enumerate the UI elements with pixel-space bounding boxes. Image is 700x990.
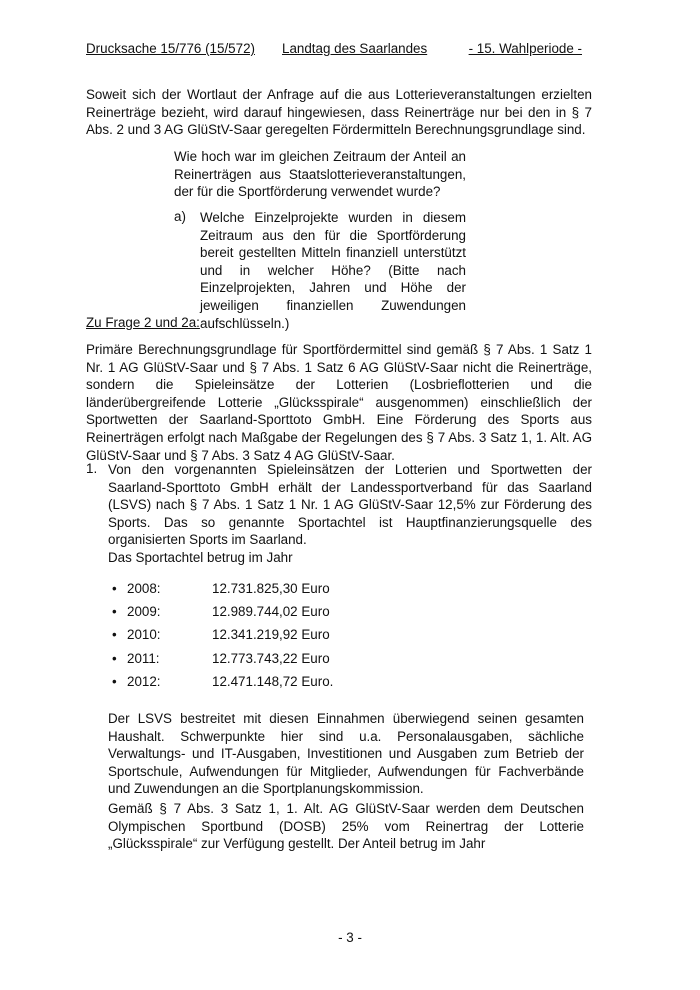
intro-paragraph: Soweit sich der Wortlaut der Anfrage auf die aus Lotterieveranstaltungen erzielten Reinerträge bezieht, wird darauf hingewiesen, dass Reinerträge nur bei den in § 7 Abs. 2 und 3 AG GlüStV-Saar geregelten Fördermitteln Berechnungsgrundlage sind. (86, 87, 592, 138)
item-1-label: 1. (86, 461, 98, 476)
year-label: 2009: (127, 604, 161, 620)
year-label: 2011: (127, 650, 160, 666)
year-label: 2012: (127, 673, 161, 689)
bullet-icon: • (112, 627, 117, 643)
answer-heading: Zu Frage 2 und 2a: (86, 315, 200, 330)
lsvs-paragraph: Der LSVS bestreitet mit diesen Einnahmen überwiegend seinen gesamten Haushalt. Schwerpunkte hier sind u.a. Personalausgaben, sächliche Verwaltungs- und IT-Ausgaben, Investitionen und Ausgaben zum Betrieb der Sportschule, Aufwendungen für Mitglieder, Aufwendungen für Fachverbände und Zuwendungen an die Sportplanungskommission. (108, 711, 584, 797)
dosb-paragraph: Gemäß § 7 Abs. 3 Satz 1, 1. Alt. AG GlüStV-Saar werden dem Deutschen Olympischen Sportbund (DOSB) 25% vom Reinertrag der Lotterie „Glücksspirale“ zur Verfügung gestellt. Der Anteil betrug im Jahr (108, 801, 584, 852)
bullet-icon: • (112, 673, 117, 689)
answer-paragraph: Primäre Berechnungsgrundlage für Sportfördermittel sind gemäß § 7 Abs. 1 Satz 1 Nr. 1 AG GlüStV-Saar und § 7 Abs. 1 Satz 6 AG GlüStV-Saar nicht die Reinerträge, sondern die Spieleinsätze der Lotterien (Losbrieflotterien und die länderübergreifende Lotterie „Glücksspirale“ ausgenommen) einschließlich der Sportwetten der Saarland-Sporttoto GmbH. Eine Förderung des Sports aus Reinerträgen erfolgt nach Maßgabe der Regelungen des § 7 Abs. 3 Satz 1, 1. Alt. AG GlüStV-Saar und § 7 Abs. 3 Satz 4 AG GlüStV-Saar. (86, 342, 592, 463)
sportachtel-intro: Das Sportachtel betrug im Jahr (108, 550, 293, 565)
amount-value: 12.471.148,72 Euro. (212, 673, 334, 689)
item-1-text: Von den vorgenannten Spieleinsätzen der Lotterien und Sportwetten der Saarland-Sporttoto GmbH erhält der Landessportverband für das Saarland (LSVS) nach § 7 Abs. 1 Satz 1 Nr. 1 AG GlüStV-Saar 12,5% zur Förderung des Sports. Das so genannte Sportachtel ist Hauptfinanzierungsquelle des organisierten Sports im Saarland. (108, 462, 592, 548)
bullet-icon: • (112, 650, 117, 666)
header-drucksache: Drucksache 15/776 (15/572) (86, 41, 255, 56)
question-2a: Welche Einzelprojekte wurden in diesem Zeitraum aus den für die Sportförderung bereit gestellten Mitteln finanziell unterstützt und in welcher Höhe? (Bitte nach Einzelprojekten, Jahren und Höhe der jeweiligen finanziellen Zuwendungen aufschlüsseln.) (200, 210, 466, 331)
bullet-icon: • (112, 604, 117, 620)
amount-value: 12.341.219,92 Euro (212, 627, 330, 643)
bullet-icon: • (112, 581, 117, 596)
year-label: 2008: (127, 581, 161, 596)
question-2a-label: a) (174, 209, 186, 224)
question-2: Wie hoch war im gleichen Zeitraum der Anteil an Reinerträgen aus Staatslotterieveranstaltungen, der für die Sportförderung verwendet wurde? (174, 149, 466, 200)
page-header (86, 40, 586, 58)
page-number: - 3 - (338, 930, 362, 945)
header-wahlperiode: - 15. Wahlperiode - (468, 41, 582, 56)
amount-value: 12.731.825,30 Euro (212, 581, 330, 596)
year-label: 2010: (127, 627, 161, 643)
header-landtag: Landtag des Saarlandes (282, 41, 428, 56)
amount-value: 12.773.743,22 Euro (212, 650, 330, 666)
amount-value: 12.989.744,02 Euro (212, 604, 330, 620)
